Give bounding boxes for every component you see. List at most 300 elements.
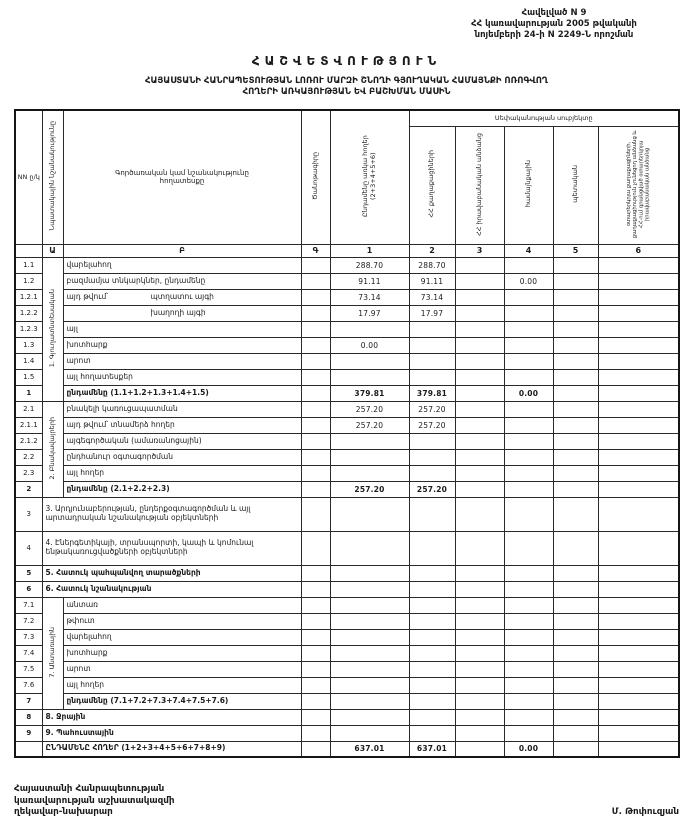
community-value-cell [504, 581, 553, 597]
community-value-cell [504, 725, 553, 741]
table-row [15, 321, 679, 337]
citizens-value-cell [409, 337, 455, 353]
table-row [15, 693, 679, 709]
row-number-cell: 8 [15, 709, 42, 725]
col-header-landtype [63, 110, 301, 244]
code-cell [301, 321, 330, 337]
land-type-label-cell: ընդամենը (1.1+1.2+1.3+1.4+1.5) [63, 385, 301, 401]
total-value-cell [330, 693, 409, 709]
land-type-label-cell: այլ հողեր [63, 677, 301, 693]
table-row [15, 481, 679, 497]
state-value-cell [553, 709, 598, 725]
foreign-value-cell [598, 401, 679, 417]
report-subtitle-line-2: ՀՈՂԵՐԻ ԱՌԿԱՅՈՒԹՅԱՆ ԵՎ ԲԱՇԽՄԱՆ ՄԱՍԻՆ [242, 87, 451, 97]
row-number-cell: 1.5 [15, 369, 42, 385]
land-type-label-cell: այլ [63, 321, 301, 337]
code-cell [301, 725, 330, 741]
code-cell [301, 449, 330, 465]
community-value-cell [504, 465, 553, 481]
legal-entities-value-cell [455, 385, 504, 401]
foreign-value-cell [598, 257, 679, 273]
land-type-label-cell: ընդհանուր օգտագործման [63, 449, 301, 465]
state-value-cell [553, 645, 598, 661]
foreign-value-cell [598, 613, 679, 629]
table-row [15, 581, 679, 597]
citizens-value-cell [409, 497, 455, 531]
foreign-value-cell [598, 449, 679, 465]
table-row [15, 725, 679, 741]
row-number-cell: 7.1 [15, 597, 42, 613]
foreign-value-cell [598, 709, 679, 725]
citizens-value-cell [409, 581, 455, 597]
code-cell [301, 645, 330, 661]
community-value-cell [504, 481, 553, 497]
legal-entities-value-cell [455, 693, 504, 709]
column-letter: Գ [301, 244, 330, 257]
appendix-line-2: ՀՀ կառավարության 2005 թվականի [471, 19, 637, 29]
state-value-cell [553, 481, 598, 497]
row-number-cell: 5 [15, 565, 42, 581]
row-number-cell: 3 [15, 497, 42, 531]
state-value-cell [553, 273, 598, 289]
state-value-cell [553, 385, 598, 401]
appendix-block [429, 8, 679, 41]
total-value-cell [330, 465, 409, 481]
total-value-cell [330, 321, 409, 337]
foreign-value-cell [598, 321, 679, 337]
land-type-label-cell: այդ թվում՝ տնամերձ հողեր [63, 417, 301, 433]
community-value-cell [504, 565, 553, 581]
foreign-value-cell [598, 465, 679, 481]
legal-entities-value-cell [455, 497, 504, 531]
legal-entities-value-cell [455, 613, 504, 629]
legal-entities-value-cell [455, 597, 504, 613]
row-number-cell: 1.2 [15, 273, 42, 289]
foreign-value-cell [598, 305, 679, 321]
report-subtitle-line-1: ՀԱՅԱՍՏԱՆԻ ՀԱՆՐԱՊԵՏՈՒԹՅԱՆ ԼՈՌՈՒ ՄԱՐԶԻ ՇՆՈՂԻ ԳՅՈՒՂԱԿԱՆ ՀԱՄԱՅՆՔԻ ՈՌՈԳՎՈՂ [144, 76, 549, 86]
code-cell [301, 677, 330, 693]
community-value-cell [504, 661, 553, 677]
code-cell [301, 613, 330, 629]
community-value-cell [504, 497, 553, 531]
citizens-value-cell: 257.20 [409, 401, 455, 417]
total-value-cell: 0.00 [330, 337, 409, 353]
table-row [15, 401, 679, 417]
table-row [15, 289, 679, 305]
legal-entities-value-cell [455, 709, 504, 725]
code-cell [301, 353, 330, 369]
row-number-cell: 2.3 [15, 465, 42, 481]
category-group-label: 2. Բնակավայրերի [47, 416, 56, 480]
row-number-cell: 1.3 [15, 337, 42, 353]
land-type-label-cell: թփուտ [63, 613, 301, 629]
citizens-value-cell [409, 565, 455, 581]
citizens-value-cell [409, 321, 455, 337]
state-value-cell [553, 449, 598, 465]
state-value-cell [553, 305, 598, 321]
col-header-legal-entities-label: ՀՀ իրավաբանական անձանց [474, 132, 483, 236]
community-value-cell [504, 337, 553, 353]
signatory-org-line-1: Հայաստանի Հանրապետության [14, 784, 165, 794]
legal-entities-value-cell [455, 677, 504, 693]
category-group-label: 1. Գյուղատնտեսական [47, 288, 56, 368]
citizens-value-cell [409, 629, 455, 645]
community-value-cell [504, 289, 553, 305]
category-group-cell [42, 597, 63, 709]
legal-entities-value-cell [455, 661, 504, 677]
code-cell [301, 531, 330, 565]
total-value-cell [330, 565, 409, 581]
appendix-line-1: Հավելված N 9 [521, 8, 587, 18]
code-cell [301, 337, 330, 353]
row-number-cell: 7.6 [15, 677, 42, 693]
table-row [15, 709, 679, 725]
foreign-value-cell [598, 337, 679, 353]
total-value-cell: 257.20 [330, 401, 409, 417]
table-row [15, 305, 679, 321]
legal-entities-value-cell [455, 645, 504, 661]
col-header-state [553, 126, 598, 244]
total-value-cell: 257.20 [330, 417, 409, 433]
state-value-cell [553, 257, 598, 273]
state-value-cell [553, 661, 598, 677]
foreign-value-cell [598, 289, 679, 305]
table-row [15, 629, 679, 645]
row-number-cell: 1.4 [15, 353, 42, 369]
total-value-cell [330, 433, 409, 449]
community-value-cell: 0.00 [504, 385, 553, 401]
community-value-cell [504, 401, 553, 417]
col-header-purpose [42, 110, 63, 244]
legal-entities-value-cell [455, 465, 504, 481]
row-number-cell: 6 [15, 581, 42, 597]
state-value-cell [553, 565, 598, 581]
legal-entities-value-cell [455, 401, 504, 417]
code-cell [301, 465, 330, 481]
land-type-label-cell: խոտհարք [63, 645, 301, 661]
column-letter: Ա [42, 244, 63, 257]
col-header-code [301, 110, 330, 244]
code-cell [301, 273, 330, 289]
col-header-landtype-label: Գործառական կամ նշանակությունը հողատեսքը [115, 168, 249, 186]
foreign-value-cell [598, 531, 679, 565]
land-type-label-cell: 4. Էներգետիկայի, տրանսպորտի, կապի և կոմունալ ենթակառուցվածքների օբյեկտների [42, 531, 301, 565]
foreign-value-cell [598, 677, 679, 693]
foreign-value-cell [598, 353, 679, 369]
land-type-label-cell: վարելահող [63, 257, 301, 273]
column-letter: 1 [330, 244, 409, 257]
total-value-cell: 257.20 [330, 481, 409, 497]
state-value-cell [553, 693, 598, 709]
code-cell [301, 581, 330, 597]
state-value-cell [553, 629, 598, 645]
table-row [15, 417, 679, 433]
total-value-cell [330, 597, 409, 613]
signature-block [14, 784, 679, 819]
row-number-cell: 1.2.1 [15, 289, 42, 305]
community-value-cell [504, 629, 553, 645]
citizens-value-cell: 257.20 [409, 481, 455, 497]
legal-entities-value-cell [455, 337, 504, 353]
table-row [15, 273, 679, 289]
legal-entities-value-cell [455, 273, 504, 289]
total-value-cell [330, 497, 409, 531]
state-value-cell [553, 401, 598, 417]
citizens-value-cell [409, 449, 455, 465]
community-value-cell [504, 597, 553, 613]
total-value-cell: 637.01 [330, 741, 409, 757]
land-type-label-cell: արոտ [63, 353, 301, 369]
row-number-cell: 7 [15, 693, 42, 709]
code-cell [301, 385, 330, 401]
total-value-cell: 379.81 [330, 385, 409, 401]
col-header-foreign-label: օտարերկրյա քաղաքացիների, քաղաքացիություն չունեցող անձանց և ՀՀ-ում գրանցված օտարերկրյա իրավաբանական անձանց [625, 130, 651, 238]
table-row [15, 353, 679, 369]
column-letter: 2 [409, 244, 455, 257]
legal-entities-value-cell [455, 289, 504, 305]
code-cell [301, 369, 330, 385]
state-value-cell [553, 531, 598, 565]
table-row [15, 565, 679, 581]
col-header-total [330, 110, 409, 244]
total-value-cell: 73.14 [330, 289, 409, 305]
community-value-cell [504, 257, 553, 273]
land-report-table [14, 109, 680, 758]
land-type-label-cell: այգեգործական (ամառանոցային) [63, 433, 301, 449]
code-cell [301, 289, 330, 305]
col-header-ownership: Սեփականության սուբյեկտը [409, 110, 679, 126]
foreign-value-cell [598, 725, 679, 741]
legal-entities-value-cell [455, 369, 504, 385]
legal-entities-value-cell [455, 433, 504, 449]
code-cell [301, 417, 330, 433]
land-type-label-cell: վարելահող [63, 629, 301, 645]
category-group-cell [42, 257, 63, 401]
state-value-cell [553, 417, 598, 433]
total-value-cell [330, 369, 409, 385]
col-header-community-label: համայնքային [523, 160, 532, 208]
total-value-cell [330, 629, 409, 645]
state-value-cell [553, 613, 598, 629]
foreign-value-cell [598, 385, 679, 401]
table-row [15, 449, 679, 465]
citizens-value-cell [409, 645, 455, 661]
citizens-value-cell [409, 353, 455, 369]
code-cell [301, 433, 330, 449]
citizens-value-cell [409, 725, 455, 741]
land-type-label-cell: անտառ [63, 597, 301, 613]
state-value-cell [553, 433, 598, 449]
state-value-cell [553, 321, 598, 337]
community-value-cell [504, 677, 553, 693]
foreign-value-cell [598, 497, 679, 531]
state-value-cell [553, 725, 598, 741]
table-row [15, 645, 679, 661]
land-type-label-cell: 8. Ջրային [42, 709, 301, 725]
total-value-cell [330, 613, 409, 629]
table-row [15, 677, 679, 693]
citizens-value-cell [409, 597, 455, 613]
report-table-body [15, 257, 679, 757]
land-type-label-cell: այլ հողեր [63, 465, 301, 481]
citizens-value-cell [409, 531, 455, 565]
state-value-cell [553, 369, 598, 385]
total-value-cell [330, 645, 409, 661]
foreign-value-cell [598, 693, 679, 709]
legal-entities-value-cell [455, 481, 504, 497]
legal-entities-value-cell [455, 257, 504, 273]
community-value-cell [504, 645, 553, 661]
foreign-value-cell [598, 565, 679, 581]
community-value-cell: 0.00 [504, 741, 553, 757]
row-number-cell: 1.2.2 [15, 305, 42, 321]
row-number-cell: 1.1 [15, 257, 42, 273]
foreign-value-cell [598, 481, 679, 497]
citizens-value-cell: 17.97 [409, 305, 455, 321]
code-cell [301, 497, 330, 531]
citizens-value-cell [409, 677, 455, 693]
total-value-cell [330, 661, 409, 677]
table-row [15, 597, 679, 613]
total-value-cell [330, 581, 409, 597]
row-number-cell: 7.3 [15, 629, 42, 645]
foreign-value-cell [598, 581, 679, 597]
land-type-label-cell: ընդամենը (7.1+7.2+7.3+7.4+7.5+7.6) [63, 693, 301, 709]
col-header-citizens [409, 126, 455, 244]
column-letter: 6 [598, 244, 679, 257]
column-letter: 4 [504, 244, 553, 257]
legal-entities-value-cell [455, 565, 504, 581]
state-value-cell [553, 597, 598, 613]
land-type-label-cell: ԸՆԴԱՄԵՆԸ ՀՈՂԵՐ (1+2+3+4+5+6+7+8+9) [42, 741, 301, 757]
state-value-cell [553, 353, 598, 369]
code-cell [301, 709, 330, 725]
community-value-cell [504, 353, 553, 369]
col-header-purpose-label: Նպատակային նշանակությունը [47, 121, 56, 232]
row-number-cell: 1 [15, 385, 42, 401]
state-value-cell [553, 289, 598, 305]
table-row [15, 369, 679, 385]
citizens-value-cell: 73.14 [409, 289, 455, 305]
code-cell [301, 693, 330, 709]
table-row [15, 385, 679, 401]
signatory-org-line-2: կառավարության աշխատակազմի [14, 795, 175, 806]
land-type-label-cell: այդ թվում՝ պտղատու այգի [63, 289, 301, 305]
community-value-cell [504, 709, 553, 725]
foreign-value-cell [598, 273, 679, 289]
community-value-cell [504, 369, 553, 385]
row-number-cell: 7.5 [15, 661, 42, 677]
citizens-value-cell [409, 709, 455, 725]
citizens-value-cell: 637.01 [409, 741, 455, 757]
state-value-cell [553, 581, 598, 597]
community-value-cell [504, 433, 553, 449]
column-letter-row [15, 244, 679, 257]
land-type-label-cell: խոտհարք [63, 337, 301, 353]
total-value-cell [330, 677, 409, 693]
land-type-label-cell: 6. Հատուկ նշանակության [42, 581, 301, 597]
citizens-value-cell: 379.81 [409, 385, 455, 401]
citizens-value-cell [409, 465, 455, 481]
legal-entities-value-cell [455, 581, 504, 597]
land-type-label-cell: 5. Հատուկ պահպանվող տարածքների [42, 565, 301, 581]
land-type-label-cell: 9. Պահուստային [42, 725, 301, 741]
community-value-cell [504, 449, 553, 465]
row-number-cell: 9 [15, 725, 42, 741]
legal-entities-value-cell [455, 449, 504, 465]
column-letter: 5 [553, 244, 598, 257]
col-header-state-label: պետական [570, 165, 579, 203]
foreign-value-cell [598, 369, 679, 385]
col-header-citizens-label: ՀՀ քաղաքացիների [427, 150, 436, 218]
legal-entities-value-cell [455, 417, 504, 433]
row-number-cell: 2.1.1 [15, 417, 42, 433]
table-header-row-top [15, 110, 679, 126]
citizens-value-cell [409, 369, 455, 385]
code-cell [301, 741, 330, 757]
legal-entities-value-cell [455, 305, 504, 321]
citizens-value-cell [409, 613, 455, 629]
state-value-cell [553, 465, 598, 481]
col-header-code-label: Ծանոթագիրը [310, 152, 319, 201]
community-value-cell [504, 417, 553, 433]
code-cell [301, 597, 330, 613]
col-header-total-label: Ընդամենը առկա հողեր (2+3+4+5+6) [360, 135, 377, 218]
foreign-value-cell [598, 597, 679, 613]
table-row [15, 337, 679, 353]
table-row [15, 741, 679, 757]
foreign-value-cell [598, 417, 679, 433]
code-cell [301, 565, 330, 581]
table-row [15, 257, 679, 273]
community-value-cell [504, 321, 553, 337]
land-type-label-cell: 3. Արդյունաբերության, ընդերքօգտագործման և այլ արտադրական նշանակության օբյեկտների [42, 497, 301, 531]
citizens-value-cell [409, 693, 455, 709]
legal-entities-value-cell [455, 741, 504, 757]
column-letter [15, 244, 42, 257]
row-number-cell: 2 [15, 481, 42, 497]
land-type-label-cell: ընդամենը (2.1+2.2+2.3) [63, 481, 301, 497]
legal-entities-value-cell [455, 531, 504, 565]
state-value-cell [553, 741, 598, 757]
column-letter: 3 [455, 244, 504, 257]
state-value-cell [553, 677, 598, 693]
citizens-value-cell: 257.20 [409, 417, 455, 433]
land-type-label-cell: այլ հողատեսքեր [63, 369, 301, 385]
label-prefix: այդ թվում՝ [66, 291, 109, 301]
foreign-value-cell [598, 741, 679, 757]
total-value-cell [330, 709, 409, 725]
row-number-cell: 2.1 [15, 401, 42, 417]
foreign-value-cell [598, 433, 679, 449]
state-value-cell [553, 337, 598, 353]
category-group-label: 7. Անտառային [47, 626, 56, 678]
table-row [15, 613, 679, 629]
row-number-cell [15, 741, 42, 757]
row-number-cell: 2.1.2 [15, 433, 42, 449]
code-cell [301, 305, 330, 321]
land-type-label-cell: բազմամյա տնկարկներ, ընդամենը [63, 273, 301, 289]
table-row [15, 661, 679, 677]
report-subtitle [14, 76, 679, 98]
signatory-name: Մ. Թոփուզյան [611, 807, 679, 817]
citizens-value-cell: 288.70 [409, 257, 455, 273]
category-group-cell [42, 401, 63, 497]
community-value-cell [504, 531, 553, 565]
row-number-cell: 2.2 [15, 449, 42, 465]
signatory-org [14, 784, 175, 819]
land-type-label-cell: խաղողի այգի [63, 305, 301, 321]
